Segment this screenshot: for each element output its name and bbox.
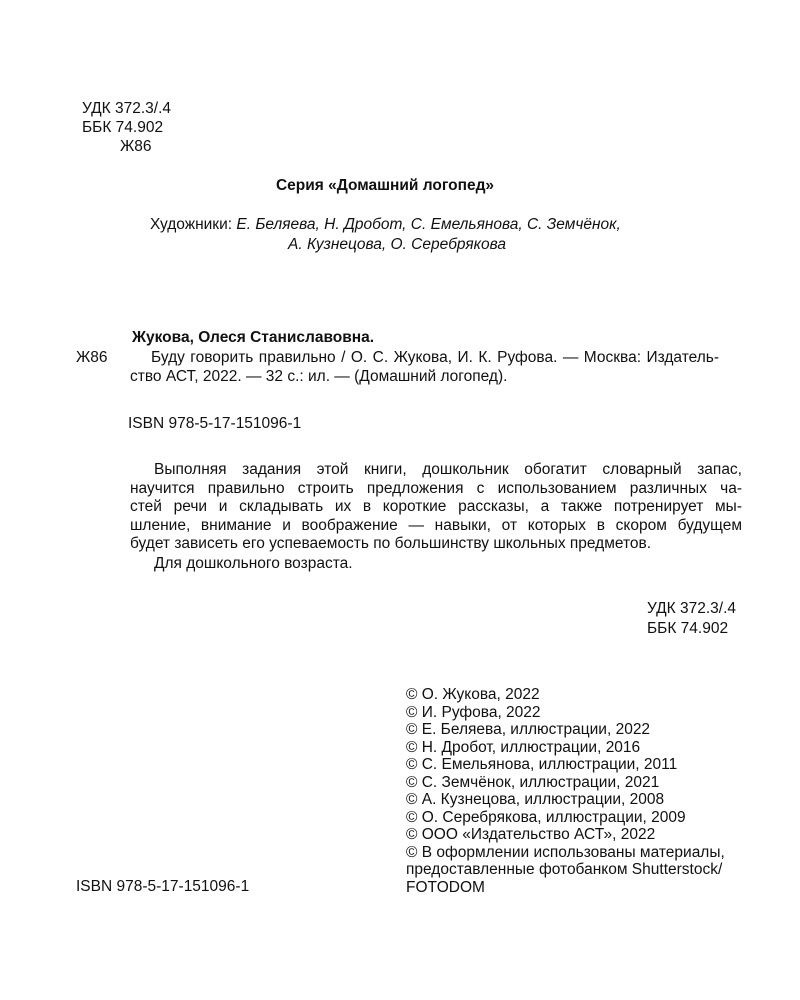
copyright-line: предоставленные фотобанком Shutterstock/ (406, 861, 723, 878)
series-title: Серия «Домашний логопед» (275, 177, 495, 194)
copyright-line: © В оформлении использованы материалы, (406, 843, 725, 861)
annotation-audience: Для дошкольного возраста. (154, 555, 353, 572)
copyright-line: © О. Жукова, 2022 (406, 686, 540, 703)
annotation-paragraph (130, 462, 742, 555)
illustrators-names-1: Е. Беляева, Н. Дробот, С. Емельянова, С. Земчёнок, (236, 216, 621, 233)
copyright-line: © Е. Беляева, иллюстрации, 2022 (406, 721, 651, 738)
illustrators-names-2: А. Кузнецова, О. Серебрякова (288, 236, 506, 253)
copyright-line: © Н. Дробот, иллюстрации, 2016 (406, 738, 641, 756)
copyright-line: © И. Руфова, 2022 (406, 703, 541, 721)
copyright-line: © А. Кузнецова, иллюстрации, 2008 (406, 791, 665, 808)
copyright-line: © С. Земчёнок, иллюстрации, 2021 (406, 773, 660, 791)
catalog-isbn: ISBN 978-5-17-151096-1 (128, 415, 302, 432)
udk-code-bottom: УДК 372.3/.4 (647, 600, 737, 617)
copyright-line: FOTODOM (406, 878, 485, 896)
catalog-author-mark: Ж86 (76, 349, 108, 366)
copyright-line: © С. Емельянова, иллюстрации, 2011 (406, 756, 678, 773)
bbk-code-top: ББК 74.902 (82, 119, 164, 136)
copyright-line: © ООО «Издательство АСТ», 2022 (406, 826, 656, 843)
author-mark-top: Ж86 (120, 138, 152, 155)
illustrators-label: Художники: (150, 216, 233, 233)
bbk-code-bottom: ББК 74.902 (647, 620, 729, 637)
copyright-line: © О. Серебрякова, иллюстрации, 2009 (406, 808, 686, 826)
catalog-description-line-1: Буду говорить правильно / О. С. Жукова, И. К. Руфова. — Москва: Издатель- (151, 349, 719, 366)
annotation-line: шление, внимание и воображение — навыки, от которых в скором будущем (130, 516, 742, 534)
annotation-line: будет зависеть его успеваемость по большинству школьных предметов. (130, 535, 652, 552)
annotation-line: научится правильно строить предложения с использованием различных ча- (130, 479, 742, 497)
illustrators-line-1 (150, 217, 621, 233)
isbn-bottom: ISBN 978-5-17-151096-1 (76, 878, 250, 895)
udk-code-top: УДК 372.3/.4 (82, 100, 172, 117)
catalog-description-line-2: ство АСТ, 2022. — 32 с.: ил. — (Домашний логопед). (130, 368, 508, 385)
annotation-line: стей речи и складывать их в короткие рассказы, а также потренирует мы- (130, 498, 742, 515)
catalog-author-heading: Жукова, Олеся Станиславовна. (132, 329, 375, 346)
annotation-line: Выполняя задания этой книги, дошкольник обогатит словарный запас, (154, 461, 742, 478)
copyright-block (406, 687, 725, 897)
